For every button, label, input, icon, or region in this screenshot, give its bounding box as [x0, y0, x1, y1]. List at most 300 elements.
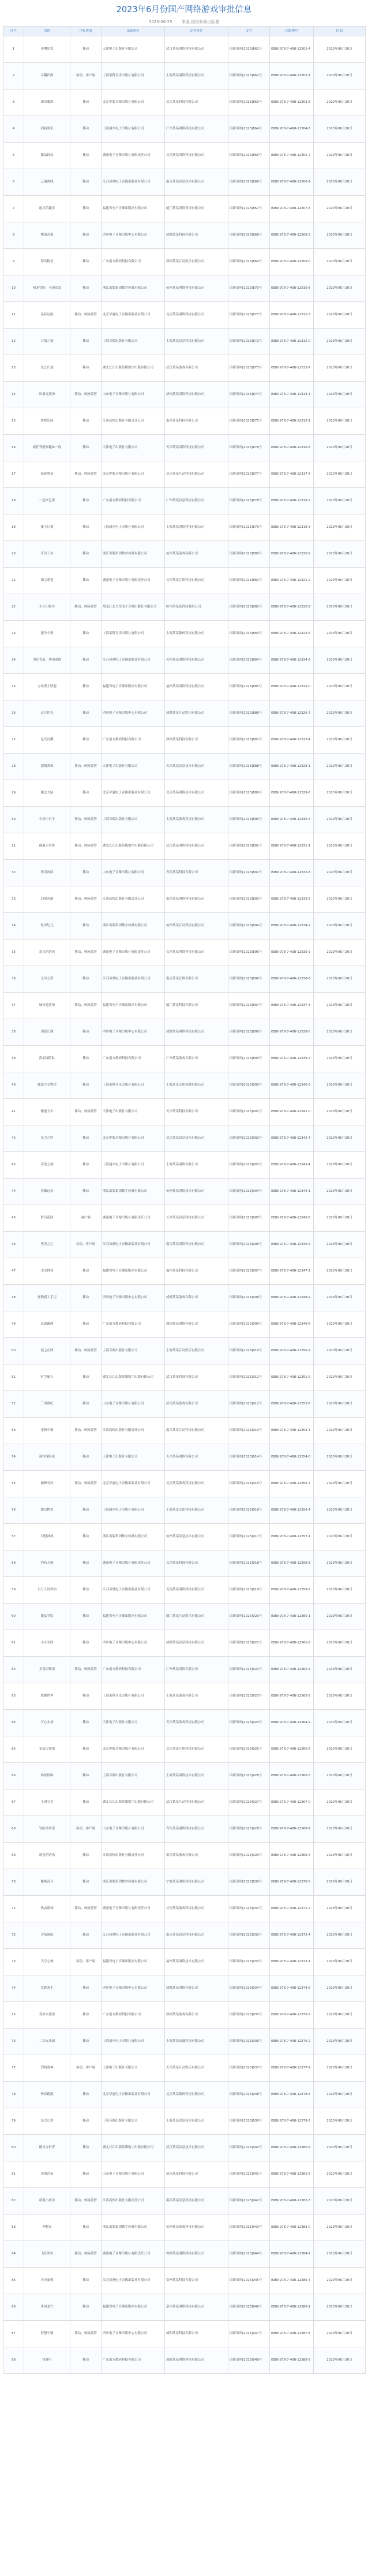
cell-operator: 哈尔滨某某科技有限公司: [165, 594, 228, 621]
cell-date: 2023年06月20日: [314, 2268, 366, 2294]
cell-isbn: ISBN 978-7-498-12335-9: [270, 940, 314, 966]
cell-date: 2023年06月20日: [314, 169, 366, 196]
cell-isbn: ISBN 978-7-498-12369-4: [270, 1843, 314, 1869]
cell-category: 移动: [70, 1258, 102, 1285]
cell-name: 萌宠冒险，全速出发: [24, 275, 70, 302]
cell-category: 移动: [70, 860, 102, 886]
cell-no: 63: [3, 1683, 24, 1710]
table-row: [3, 541, 366, 568]
cell-date: 2023年06月20日: [314, 2055, 366, 2082]
table-row: [3, 1630, 366, 1657]
table-row: [3, 2268, 366, 2294]
cell-operator: 上海某某信息技术有限公司: [165, 2108, 228, 2135]
cell-isbn: ISBN 978-7-498-12365-6: [270, 1736, 314, 1763]
cell-date: 2023年06月20日: [314, 1975, 366, 2002]
cell-date: 2023年06月20日: [314, 2321, 366, 2347]
cell-operator: 深圳某某网络有限公司: [165, 1311, 228, 1338]
table-row: [3, 568, 366, 594]
cell-category: 移动: [70, 2268, 102, 2294]
cell-isbn: ISBN 978-7-498-12307-6: [270, 196, 314, 222]
cell-operator: 上海某某网络科技有限公司: [165, 515, 228, 541]
cell-approval: 国新出审[2023]888号: [228, 754, 270, 780]
cell-isbn: ISBN 978-7-498-12350-2: [270, 1338, 314, 1365]
cell-publisher: 福建省电子音像出版社有限公司: [102, 196, 165, 222]
cell-operator: 南京某某信息技术有限公司: [165, 169, 228, 196]
cell-name: 龙之归途: [24, 355, 70, 382]
cell-category: 移动: [70, 1285, 102, 1311]
table-row: [3, 1869, 366, 1896]
cell-no: 55: [3, 1471, 24, 1497]
cell-name: 勇者之心: [24, 1232, 70, 1258]
cell-category: 移动: [70, 2161, 102, 2188]
cell-name: 怪物猎人手记: [24, 1285, 70, 1311]
cell-operator: 无锡某某网络科技有限公司: [165, 1577, 228, 1604]
table-row: [3, 1232, 366, 1258]
approval-table: [3, 26, 366, 2374]
cell-isbn: ISBN 978-7-498-12315-1: [270, 408, 314, 435]
cell-no: 43: [3, 1152, 24, 1179]
cell-publisher: 天津电子出版社有限公司: [102, 36, 165, 63]
cell-operator: 天津某某互动娱乐有限公司: [165, 2055, 228, 2082]
cell-publisher: 天津电子出版社有限公司: [102, 1710, 165, 1736]
cell-category: 移动: [70, 621, 102, 647]
cell-name: 战舰世界: [24, 1683, 70, 1710]
table-row: [3, 1896, 366, 1922]
cell-category: 移动: [70, 169, 102, 196]
cell-category: 移动: [70, 780, 102, 807]
cell-date: 2023年06月20日: [314, 700, 366, 727]
cell-category: 移动: [70, 1736, 102, 1763]
cell-publisher: 上海音像出版社有限公司: [102, 807, 165, 833]
cell-publisher: 北京中版音像出版社有限公司: [102, 1125, 165, 1152]
cell-name: 指尖萌宠: [24, 568, 70, 594]
cell-isbn: ISBN 978-7-498-12386-1: [270, 2294, 314, 2321]
cell-operator: 武汉某某互动科技有限公司: [165, 1790, 228, 1816]
header-publisher: 出版单位: [102, 27, 165, 36]
cell-isbn: ISBN 978-7-498-12312-0: [270, 329, 314, 355]
table-row: [3, 966, 366, 993]
cell-publisher: 福建省电子音像出版社有限公司: [102, 1258, 165, 1285]
cell-approval: 国新出审[2023]926号: [228, 1763, 270, 1790]
table-row: [3, 1843, 366, 1869]
cell-isbn: ISBN 978-7-498-12319-9: [270, 515, 314, 541]
cell-name: 武道巅峰: [24, 1311, 70, 1338]
cell-date: 2023年06月20日: [314, 993, 366, 1019]
cell-name: 萌宠消消乐: [24, 1843, 70, 1869]
cell-isbn: ISBN 978-7-498-12304-5: [270, 116, 314, 143]
cell-date: 2023年06月20日: [314, 1683, 366, 1710]
cell-publisher: 四川电子音像出版中心有限公司: [102, 2321, 165, 2347]
cell-date: 2023年06月20日: [314, 541, 366, 568]
cell-date: 2023年06月20日: [314, 1630, 366, 1657]
cell-operator: 成都某某科技有限公司: [165, 222, 228, 249]
cell-publisher: 江西高校出版社有限责任公司: [102, 2188, 165, 2215]
cell-operator: 上海某某游戏科技有限公司: [165, 807, 228, 833]
table-row: [3, 408, 366, 435]
cell-date: 2023年06月20日: [314, 1896, 366, 1922]
cell-name: 决战沙场: [24, 2161, 70, 2188]
table-row: [3, 1179, 366, 1205]
cell-date: 2023年06月20日: [314, 1790, 366, 1816]
table-body: [3, 36, 366, 2374]
publish-source: 来源:国家新闻出版署: [181, 20, 220, 24]
cell-date: 2023年06月20日: [314, 515, 366, 541]
cell-approval: 国新出审[2023]917号: [228, 1524, 270, 1550]
cell-isbn: ISBN 978-7-498-12313-7: [270, 355, 314, 382]
cell-approval: 国新出审[2023]903号: [228, 1152, 270, 1179]
table-row: [3, 1550, 366, 1577]
cell-name: 带嘤出发: [24, 36, 70, 63]
cell-isbn: ISBN 978-7-498-12373-1: [270, 1949, 314, 1975]
table-row: [3, 833, 366, 860]
cell-date: 2023年06月20日: [314, 222, 366, 249]
cell-category: 移动: [70, 1790, 102, 1816]
cell-publisher: 广东南方数码科技有限公司: [102, 2002, 165, 2029]
cell-approval: 国新出审[2023]891号: [228, 833, 270, 860]
cell-no: 74: [3, 1975, 24, 2002]
cell-no: 81: [3, 2161, 24, 2188]
cell-name: 超级弹珠: [24, 754, 70, 780]
cell-no: 12: [3, 329, 24, 355]
cell-isbn: ISBN 978-7-498-12359-5: [270, 1577, 314, 1604]
cell-operator: 北京某某网络科技有限公司: [165, 302, 228, 329]
cell-approval: 国新出审[2023]877号: [228, 461, 270, 488]
cell-date: 2023年06月20日: [314, 1843, 366, 1869]
table-row: [3, 886, 366, 913]
cell-isbn: ISBN 978-7-498-12380-9: [270, 2135, 314, 2161]
cell-category: 移动: [70, 1046, 102, 1072]
cell-name: 魔法大陆: [24, 780, 70, 807]
table-row: [3, 1099, 366, 1125]
cell-approval: 国新出审[2023]883号: [228, 621, 270, 647]
cell-operator: 上海某某文化科技有限公司: [165, 1497, 228, 1524]
cell-category: 移动、休闲益智: [70, 1896, 102, 1922]
cell-approval: 国新出审[2023]910号: [228, 1338, 270, 1365]
cell-category: 移动、休闲益智: [70, 886, 102, 913]
cell-category: 移动、休闲益智: [70, 2188, 102, 2215]
cell-date: 2023年06月20日: [314, 1922, 366, 1949]
cell-isbn: ISBN 978-7-498-12325-0: [270, 674, 314, 700]
cell-operator: 深圳某某游戏有限公司: [165, 2002, 228, 2029]
table-row: [3, 1975, 366, 2002]
cell-isbn: ISBN 978-7-498-12322-9: [270, 594, 314, 621]
cell-no: 72: [3, 1922, 24, 1949]
cell-publisher: 北京中版音像出版社有限公司: [102, 90, 165, 116]
cell-no: 45: [3, 1205, 24, 1232]
cell-date: 2023年06月20日: [314, 2002, 366, 2029]
cell-date: 2023年06月20日: [314, 807, 366, 833]
cell-name: 仙侠情缘: [24, 1763, 70, 1790]
table-row: [3, 461, 366, 488]
cell-date: 2023年06月20日: [314, 1710, 366, 1736]
cell-publisher: 江苏凤凰电子音像出版社有限公司: [102, 169, 165, 196]
cell-name: 无尽之塔: [24, 966, 70, 993]
cell-date: 2023年06月20日: [314, 621, 366, 647]
cell-no: 8: [3, 222, 24, 249]
cell-publisher: 北京华夏电子音像出版社有限公司: [102, 2082, 165, 2108]
cell-date: 2023年06月20日: [314, 1550, 366, 1577]
cell-date: 2023年06月20日: [314, 275, 366, 302]
cell-no: 3: [3, 90, 24, 116]
cell-isbn: ISBN 978-7-498-12370-0: [270, 1869, 314, 1896]
table-row: [3, 90, 366, 116]
cell-no: 58: [3, 1550, 24, 1577]
cell-publisher: 山东电子音像出版社有限公司: [102, 382, 165, 408]
cell-date: 2023年06月20日: [314, 1019, 366, 1046]
cell-isbn: ISBN 978-7-498-12375-5: [270, 2002, 314, 2029]
cell-approval: 国新出审[2023]899号: [228, 1046, 270, 1072]
cell-approval: 国新出审[2023]939号: [228, 2108, 270, 2135]
cell-no: 82: [3, 2188, 24, 2215]
cell-approval: 国新出审[2023]909号: [228, 1311, 270, 1338]
cell-name: 风暴竞技场: [24, 382, 70, 408]
cell-publisher: 江苏凤凰电子音像出版社有限公司: [102, 1577, 165, 1604]
cell-operator: 武汉某某科技有限公司: [165, 1365, 228, 1391]
cell-category: 移动、休闲益智: [70, 1471, 102, 1497]
cell-no: 18: [3, 488, 24, 515]
cell-date: 2023年06月20日: [314, 1311, 366, 1338]
cell-approval: 国新出审[2023]876号: [228, 435, 270, 461]
table-row: [3, 1816, 366, 1843]
cell-no: 73: [3, 1949, 24, 1975]
cell-operator: 上海某某网络科技有限公司: [165, 63, 228, 90]
cell-name: 热血篮球: [24, 1896, 70, 1922]
table-row: [3, 515, 366, 541]
cell-category: 移动: [70, 1311, 102, 1338]
cell-isbn: ISBN 978-7-498-12337-3: [270, 993, 314, 1019]
cell-approval: 国新出审[2023]944号: [228, 2241, 270, 2268]
cell-date: 2023年06月20日: [314, 1869, 366, 1896]
cell-no: 23: [3, 621, 24, 647]
cell-publisher: 江苏凤凰电子音像出版社有限公司: [102, 1232, 165, 1258]
cell-category: 移动: [70, 700, 102, 727]
cell-category: 移动、休闲益智: [70, 1418, 102, 1444]
cell-operator: 杭州某某游戏有限公司: [165, 541, 228, 568]
cell-approval: 国新出审[2023]865号: [228, 143, 270, 169]
table-row: [3, 993, 366, 1019]
table-row: [3, 1046, 366, 1072]
cell-name: 精灵守护者: [24, 2135, 70, 2161]
cell-category: 移动: [70, 1577, 102, 1604]
cell-approval: 国新出审[2023]928号: [228, 1816, 270, 1843]
cell-name: 时空旅人: [24, 1365, 70, 1391]
cell-no: 84: [3, 2241, 24, 2268]
cell-publisher: 天津电子出版社有限公司: [102, 754, 165, 780]
cell-category: 移动: [70, 36, 102, 63]
cell-operator: 南昌某某网络科技有限公司: [165, 886, 228, 913]
cell-date: 2023年06月20日: [314, 488, 366, 515]
cell-approval: 国新出审[2023]892号: [228, 860, 270, 886]
cell-isbn: ISBN 978-7-498-12376-2: [270, 2029, 314, 2055]
table-row: [3, 1152, 366, 1179]
cell-no: 27: [3, 727, 24, 754]
cell-date: 2023年06月20日: [314, 63, 366, 90]
table-row: [3, 382, 366, 408]
cell-isbn: ISBN 978-7-498-12316-8: [270, 435, 314, 461]
cell-publisher: 福建省电子音像出版社有限公司: [102, 2294, 165, 2321]
table-row: [3, 1763, 366, 1790]
cell-name: 萌萌小厨房: [24, 2188, 70, 2215]
cell-approval: 国新出审[2023]924号: [228, 1710, 270, 1736]
cell-name: 迷失小镇: [24, 621, 70, 647]
cell-date: 2023年06月20日: [314, 408, 366, 435]
cell-date: 2023年06月20日: [314, 647, 366, 674]
cell-approval: 国新出审[2023]868号: [228, 222, 270, 249]
cell-approval: 国新出审[2023]873号: [228, 355, 270, 382]
cell-name: 神秘岛: [24, 2215, 70, 2241]
table-row: [3, 780, 366, 807]
cell-operator: 青岛某某网络科技有限公司: [165, 1816, 228, 1843]
cell-operator: 成都某某网络有限公司: [165, 1975, 228, 2002]
cell-no: 34: [3, 913, 24, 940]
cell-no: 6: [3, 169, 24, 196]
cell-publisher: 湖南电子音像出版社有限责任公司: [102, 1205, 165, 1232]
cell-no: 53: [3, 1418, 24, 1444]
cell-category: 移动、休闲益智: [70, 302, 102, 329]
table-row: [3, 2188, 366, 2215]
cell-date: 2023年06月20日: [314, 727, 366, 754]
cell-no: 20: [3, 541, 24, 568]
cell-approval: 国新出审[2023]887号: [228, 727, 270, 754]
cell-isbn: ISBN 978-7-498-12330-4: [270, 807, 314, 833]
cell-operator: 天津某某游戏科技有限公司: [165, 1710, 228, 1736]
cell-category: 移动: [70, 1444, 102, 1471]
cell-approval: 国新出审[2023]921号: [228, 1630, 270, 1657]
cell-isbn: ISBN 978-7-498-12351-9: [270, 1365, 314, 1391]
cell-date: 2023年06月20日: [314, 2135, 366, 2161]
cell-category: 移动: [70, 2002, 102, 2029]
header-no: 序号: [3, 27, 24, 36]
cell-publisher: 广东南方数码科技有限公司: [102, 2347, 165, 2374]
table-row: [3, 940, 366, 966]
cell-isbn: ISBN 978-7-498-12317-5: [270, 461, 314, 488]
cell-publisher: 天津电子出版社有限公司: [102, 2055, 165, 2082]
cell-operator: 北京某某游戏科技有限公司: [165, 1471, 228, 1497]
header-name: 名称: [24, 27, 70, 36]
cell-publisher: 浙江出版集团数字传媒有限公司: [102, 2215, 165, 2241]
cell-no: 13: [3, 355, 24, 382]
cell-name: 开心农场: [24, 1710, 70, 1736]
cell-name: 星光闪耀: [24, 727, 70, 754]
cell-no: 71: [3, 1896, 24, 1922]
cell-no: 46: [3, 1232, 24, 1258]
cell-category: 移动: [70, 647, 102, 674]
cell-date: 2023年06月20日: [314, 674, 366, 700]
cell-approval: 国新出审[2023]882号: [228, 594, 270, 621]
cell-operator: 上海某某网络有限公司: [165, 1152, 228, 1179]
cell-name: 魔法跃动: [24, 143, 70, 169]
cell-publisher: 上海浦东电子出版社有限公司: [102, 116, 165, 143]
table-header-row: [3, 27, 366, 36]
cell-date: 2023年06月20日: [314, 1285, 366, 1311]
cell-publisher: 广东南方数码科技有限公司: [102, 727, 165, 754]
cell-category: 移动、休闲益智: [70, 940, 102, 966]
cell-isbn: ISBN 978-7-498-12353-3: [270, 1418, 314, 1444]
cell-operator: 北京某某互动科技有限公司: [165, 461, 228, 488]
cell-date: 2023年06月20日: [314, 382, 366, 408]
cell-date: 2023年06月20日: [314, 1258, 366, 1285]
cell-publisher: 四川电子音像出版中心有限公司: [102, 1019, 165, 1046]
approval-table-container: [3, 26, 365, 2374]
cell-publisher: 广东南方数码科技有限公司: [102, 488, 165, 515]
cell-operator: 成都某某互动娱乐有限公司: [165, 700, 228, 727]
cell-approval: 国新出审[2023]942号: [228, 2188, 270, 2215]
cell-publisher: 上海莱科音乐出版社有限公司: [102, 1683, 165, 1710]
cell-operator: 武汉某某网络科技有限公司: [165, 833, 228, 860]
cell-operator: 福州某某科技有限公司: [165, 1258, 228, 1285]
cell-approval: 国新出审[2023]875号: [228, 408, 270, 435]
cell-approval: 国新出审[2023]866号: [228, 169, 270, 196]
cell-category: 移动: [70, 1365, 102, 1391]
table-row: [3, 2082, 366, 2108]
cell-isbn: ISBN 978-7-498-12379-3: [270, 2108, 314, 2135]
cell-operator: 济南某某游戏有限公司: [165, 1391, 228, 1418]
cell-approval: 国新出审[2023]901号: [228, 1099, 270, 1125]
table-row: [3, 754, 366, 780]
cell-date: 2023年06月20日: [314, 1577, 366, 1604]
cell-name: 暗影猎场: [24, 461, 70, 488]
cell-approval: 国新出审[2023]936号: [228, 2029, 270, 2055]
cell-isbn: ISBN 978-7-498-12363-2: [270, 1683, 314, 1710]
cell-isbn: ISBN 978-7-498-12356-4: [270, 1497, 314, 1524]
cell-category: 移动: [70, 1179, 102, 1205]
table-row: [3, 1577, 366, 1604]
cell-category: 移动: [70, 1975, 102, 2002]
table-row: [3, 727, 366, 754]
cell-name: 谜之庄园: [24, 1338, 70, 1365]
cell-operator: 宁波某某网络科技有限公司: [165, 1869, 228, 1896]
cell-date: 2023年06月20日: [314, 1524, 366, 1550]
cell-publisher: 四川电子音像出版中心有限公司: [102, 1285, 165, 1311]
table-row: [3, 2347, 366, 2374]
cell-approval: 国新出审[2023]905号: [228, 1205, 270, 1232]
cell-category: 移动: [70, 196, 102, 222]
cell-date: 2023年06月20日: [314, 2241, 366, 2268]
cell-publisher: 湖北长江出版传媒数字出版有限公司: [102, 833, 165, 860]
table-row: [3, 860, 366, 886]
cell-approval: 国新出审[2023]869号: [228, 249, 270, 275]
cell-approval: 国新出审[2023]913号: [228, 1418, 270, 1444]
cell-isbn: ISBN 978-7-498-12344-1: [270, 1179, 314, 1205]
cell-operator: 上海某某数码科技有限公司: [165, 621, 228, 647]
cell-no: 54: [3, 1444, 24, 1471]
cell-category: 移动、客户端: [70, 1232, 102, 1258]
cell-name: 魔王计划: [24, 515, 70, 541]
cell-publisher: 福建省电子音像出版社有限公司: [102, 993, 165, 1019]
cell-operator: 武汉某某网络科技有限公司: [165, 36, 228, 63]
cell-approval: 国新出审[2023]878号: [228, 488, 270, 515]
cell-no: 26: [3, 700, 24, 727]
table-row: [3, 2241, 366, 2268]
publish-date: 2023-06-25: [148, 20, 172, 24]
cell-name: 烈焰战神: [24, 2055, 70, 2082]
cell-approval: 国新出审[2023]880号: [228, 541, 270, 568]
cell-publisher: 广东南方数码科技有限公司: [102, 1046, 165, 1072]
cell-publisher: 浙江出版集团数字传媒有限公司: [102, 913, 165, 940]
cell-isbn: ISBN 978-7-498-12336-6: [270, 966, 314, 993]
cell-isbn: ISBN 978-7-498-12333-5: [270, 886, 314, 913]
cell-no: 51: [3, 1365, 24, 1391]
cell-date: 2023年06月20日: [314, 1365, 366, 1391]
cell-name: 星球大作战: [24, 1736, 70, 1763]
cell-category: 移动、休闲益智: [70, 2321, 102, 2347]
cell-category: 移动: [70, 1763, 102, 1790]
cell-no: 33: [3, 886, 24, 913]
cell-operator: 常州某某科技有限公司: [165, 2268, 228, 2294]
table-row: [3, 275, 366, 302]
cell-publisher: 江苏凤凰电子音像出版社有限公司: [102, 647, 165, 674]
cell-date: 2023年06月20日: [314, 2347, 366, 2374]
